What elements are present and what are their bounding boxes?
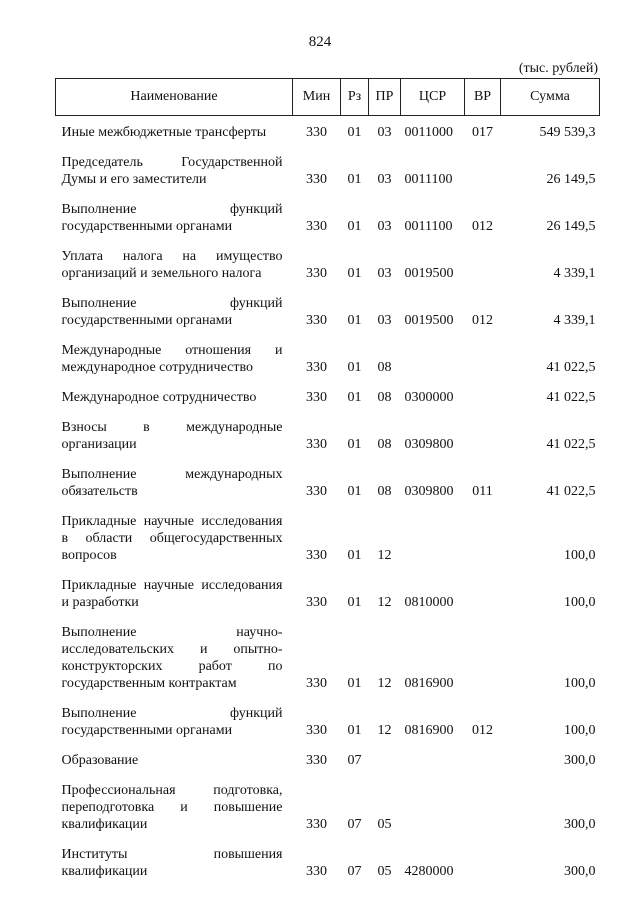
row-min: 330 [306, 437, 327, 452]
table-body [56, 116, 600, 881]
row-csr [401, 739, 465, 769]
row-pr: 03 [377, 125, 392, 140]
row-rz: 01 [347, 390, 362, 405]
header-min: Мин [293, 79, 341, 116]
row-pr: 12 [377, 595, 392, 610]
row-vr [465, 376, 501, 406]
row-rz: 01 [347, 313, 362, 328]
row-sum: 100,0 [564, 595, 596, 610]
header-sum: Сумма [501, 79, 600, 116]
row-vr: 012 [472, 723, 493, 738]
row-name [56, 833, 293, 880]
row-name [56, 141, 293, 188]
table-row [56, 692, 600, 739]
table-row [56, 564, 600, 611]
row-name [56, 282, 293, 329]
row-sum: 41 022,5 [546, 437, 596, 452]
table-row [56, 406, 600, 453]
row-pr: 08 [377, 360, 392, 375]
row-min: 330 [306, 595, 327, 610]
row-name [56, 376, 293, 406]
row-rz: 01 [347, 676, 362, 691]
row-csr [401, 329, 465, 376]
row-csr: 0011100 [404, 172, 453, 187]
row-name-text: Международное сотрудничество [61, 390, 257, 405]
table-header-row [56, 79, 600, 116]
row-min: 330 [306, 360, 327, 375]
row-rz: 01 [347, 437, 362, 452]
row-sum: 4 339,1 [553, 313, 596, 328]
row-name-text: Уплата налога на имущество организаций и земельного налога [61, 249, 283, 281]
header-vr: ВР [465, 79, 501, 116]
units-label: (тыс. рублей) [518, 61, 598, 76]
row-pr: 05 [377, 817, 392, 832]
row-name-text: Прикладные научные исследования и разработки [61, 578, 283, 610]
table-row [56, 611, 600, 692]
row-name-text: Выполнение международных обязательств [61, 467, 283, 499]
row-name [56, 564, 293, 611]
row-name [56, 329, 293, 376]
row-vr [465, 739, 501, 769]
table-row [56, 188, 600, 235]
row-pr: 12 [377, 548, 392, 563]
table-row [56, 282, 600, 329]
row-pr: 03 [377, 219, 392, 234]
row-sum: 100,0 [564, 548, 596, 563]
row-name [56, 739, 293, 769]
row-name-text: Выполнение функций государственными органами [61, 296, 283, 328]
row-sum: 300,0 [564, 817, 596, 832]
row-min: 330 [306, 313, 327, 328]
row-pr: 03 [377, 266, 392, 281]
row-vr [465, 500, 501, 564]
row-vr: 011 [472, 484, 493, 499]
header-csr: ЦСР [401, 79, 465, 116]
row-csr: 0019500 [404, 266, 454, 281]
row-name-text: Международные отношения и международное сотрудничество [61, 343, 283, 375]
row-sum: 100,0 [564, 676, 596, 691]
header-name: Наименование [56, 79, 293, 116]
row-rz: 07 [347, 753, 362, 768]
row-rz: 01 [347, 360, 362, 375]
row-pr: 12 [377, 723, 392, 738]
row-csr: 4280000 [404, 864, 454, 879]
table-row [56, 500, 600, 564]
row-name [56, 116, 293, 142]
row-sum: 300,0 [564, 864, 596, 879]
row-min: 330 [306, 676, 327, 691]
row-name [56, 692, 293, 739]
row-name [56, 500, 293, 564]
row-min: 330 [306, 723, 327, 738]
row-name [56, 769, 293, 833]
row-name [56, 235, 293, 282]
row-vr [465, 141, 501, 188]
row-name-text: Прикладные научные исследования в области общегосударственных вопросов [61, 514, 283, 563]
row-min: 330 [306, 817, 327, 832]
row-vr [465, 769, 501, 833]
row-name [56, 406, 293, 453]
row-min: 330 [306, 266, 327, 281]
row-pr: 03 [377, 172, 392, 187]
row-rz: 01 [347, 125, 362, 140]
row-rz: 01 [347, 172, 362, 187]
row-min: 330 [306, 219, 327, 234]
row-name-text: Выполнение функций государственными органами [61, 202, 283, 234]
row-sum: 41 022,5 [546, 360, 596, 375]
row-vr [465, 235, 501, 282]
table-row [56, 769, 600, 833]
row-sum: 4 339,1 [553, 266, 596, 281]
row-sum: 549 539,3 [539, 125, 596, 140]
row-csr: 0019500 [404, 313, 454, 328]
row-rz: 07 [347, 817, 362, 832]
row-vr [465, 564, 501, 611]
page-number: 824 [308, 34, 332, 50]
row-name [56, 453, 293, 500]
budget-table [55, 78, 600, 880]
table-row [56, 116, 600, 142]
row-name-text: Иные межбюджетные трансферты [61, 125, 267, 140]
row-name-text: Образование [61, 753, 139, 768]
row-pr: 05 [377, 864, 392, 879]
row-csr: 0300000 [404, 390, 454, 405]
row-vr: 012 [472, 219, 493, 234]
table-row [56, 739, 600, 769]
row-vr [465, 329, 501, 376]
row-csr: 0309800 [404, 484, 454, 499]
row-min: 330 [306, 125, 327, 140]
row-min: 330 [306, 548, 327, 563]
row-csr: 0011100 [404, 219, 453, 234]
row-sum: 41 022,5 [546, 484, 596, 499]
row-pr: 08 [377, 484, 392, 499]
row-sum: 300,0 [564, 753, 596, 768]
header-rz: Рз [341, 79, 369, 116]
row-pr [369, 739, 401, 769]
row-vr [465, 406, 501, 453]
row-pr: 03 [377, 313, 392, 328]
table-row [56, 833, 600, 880]
table-row [56, 453, 600, 500]
table-row [56, 141, 600, 188]
row-name-text: Институты повышения квалификации [61, 847, 283, 879]
row-name [56, 611, 293, 692]
row-min: 330 [306, 484, 327, 499]
row-rz: 01 [347, 723, 362, 738]
row-csr: 0816900 [404, 676, 454, 691]
row-csr: 0810000 [404, 595, 454, 610]
row-csr: 0011000 [404, 125, 453, 140]
row-sum: 26 149,5 [546, 172, 596, 187]
header-pr: ПР [369, 79, 401, 116]
row-vr [465, 833, 501, 880]
row-min: 330 [306, 864, 327, 879]
row-csr: 0816900 [404, 723, 454, 738]
row-min: 330 [306, 172, 327, 187]
row-csr [401, 500, 465, 564]
row-name-text: Выполнение функций государственными органами [61, 706, 283, 738]
row-rz: 01 [347, 219, 362, 234]
row-sum: 26 149,5 [546, 219, 596, 234]
table-row [56, 329, 600, 376]
row-rz: 07 [347, 864, 362, 879]
row-rz: 01 [347, 484, 362, 499]
row-sum: 41 022,5 [546, 390, 596, 405]
row-name-text: Профессиональная подготовка, переподготовка и повышение квалификации [61, 783, 283, 832]
row-rz: 01 [347, 595, 362, 610]
row-sum: 100,0 [564, 723, 596, 738]
row-min: 330 [306, 753, 327, 768]
row-vr: 012 [472, 313, 493, 328]
row-name-text: Выполнение научно-исследовательских и опытно-конструкторских работ по государственным контрактам [61, 625, 283, 691]
row-rz: 01 [347, 266, 362, 281]
row-name-text: Председатель Государственной Думы и его заместители [61, 155, 283, 187]
row-pr: 12 [377, 676, 392, 691]
row-vr: 017 [472, 125, 493, 140]
row-vr [465, 611, 501, 692]
row-name-text: Взносы в международные организации [61, 420, 283, 452]
row-min: 330 [306, 390, 327, 405]
row-pr: 08 [377, 390, 392, 405]
table-row [56, 235, 600, 282]
row-pr: 08 [377, 437, 392, 452]
row-csr: 0309800 [404, 437, 454, 452]
row-name [56, 188, 293, 235]
row-rz: 01 [347, 548, 362, 563]
table-row [56, 376, 600, 406]
row-csr [401, 769, 465, 833]
